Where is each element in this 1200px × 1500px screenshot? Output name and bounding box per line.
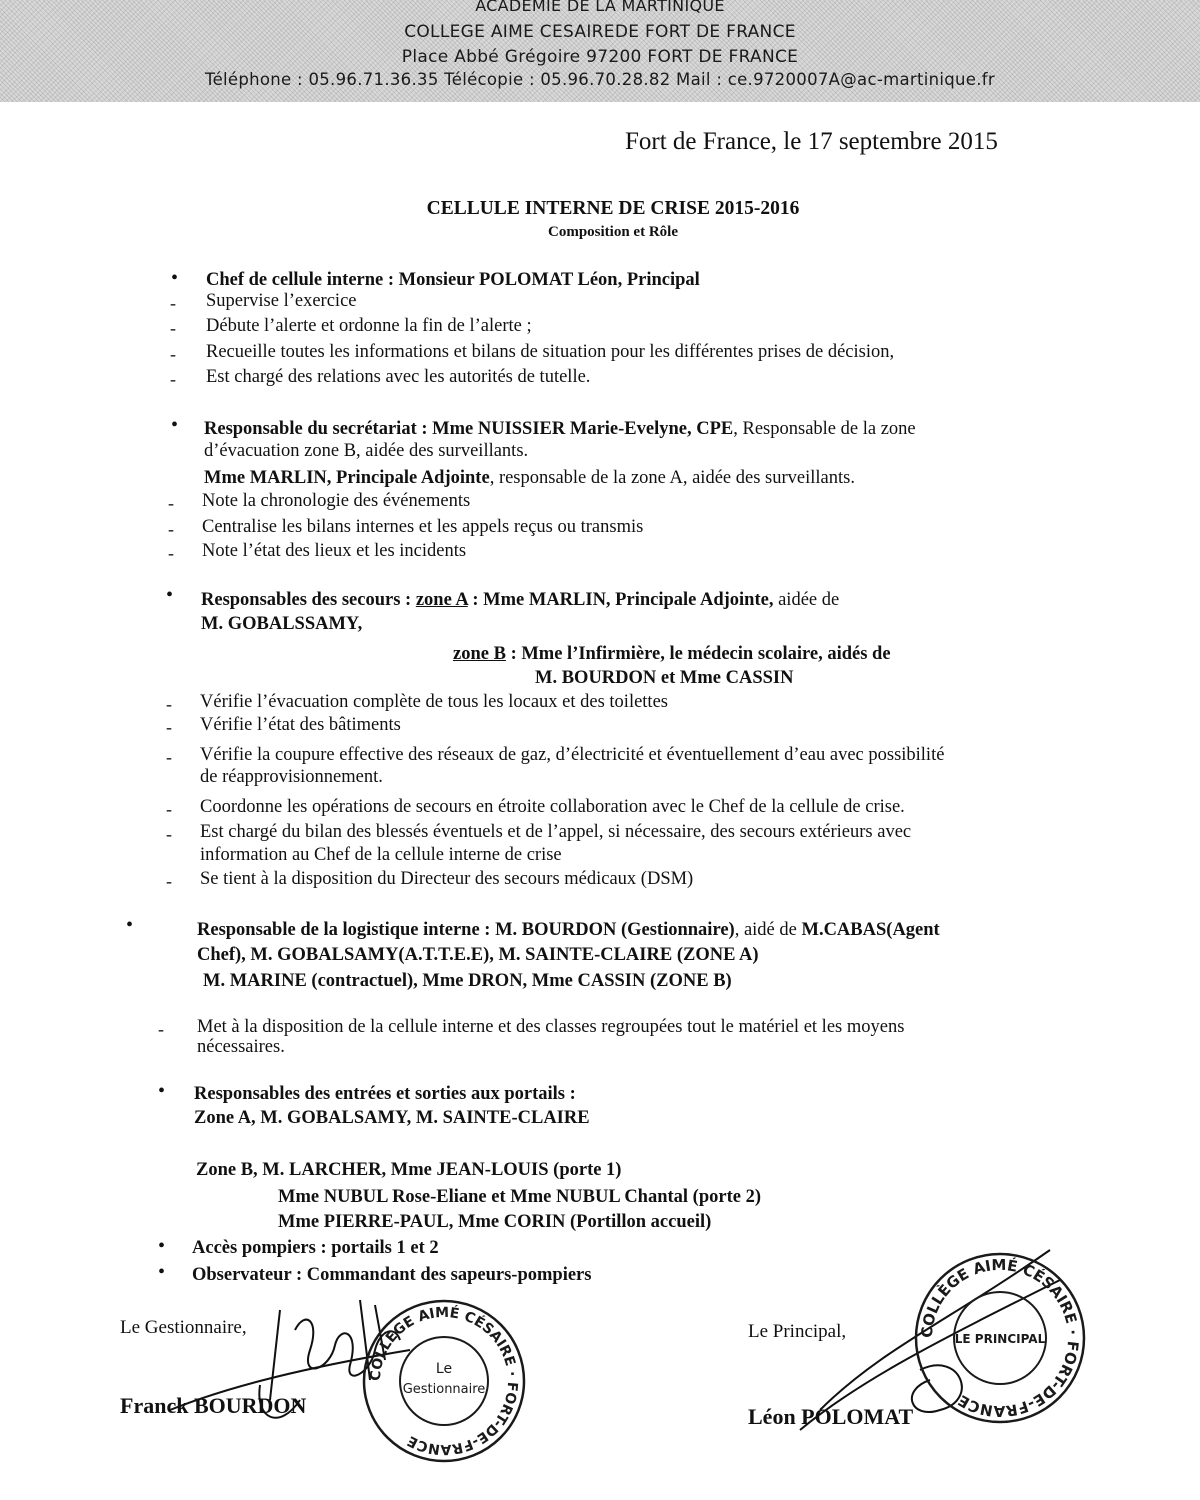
secours-line-2: M. GOBALSSAMY,: [201, 614, 363, 634]
dash-icon: -: [168, 519, 174, 539]
list-item: Met à la disposition de la cellule interne et des classes regroupées tout le matériel et les moyens: [197, 1017, 905, 1037]
list-item: Vérifie la coupure effective des réseaux de gaz, d’électricité et éventuellement d’eau avec possibilité: [200, 745, 945, 765]
logistique-lead-mid: , aidé de: [734, 920, 802, 940]
list-item: Centralise les bilans internes et les appels reçus ou transmis: [202, 517, 644, 537]
list-item: Vérifie l’évacuation complète de tous les locaux et des toilettes: [200, 692, 668, 712]
svg-text:Gestionnaire: Gestionnaire: [402, 1382, 486, 1397]
list-item: Coordonne les opérations de secours en étroite collaboration avec le Chef de la cellule de crise.: [200, 797, 905, 817]
secretariat-lead: Responsable du secrétariat : Mme NUISSIER Marie-Evelyne, CPE: [204, 419, 734, 439]
gestionnaire-name: Franck BOURDON: [120, 1393, 307, 1418]
bullet-icon: •: [158, 1235, 166, 1257]
bullet-icon: •: [158, 1261, 166, 1283]
dash-icon: -: [166, 824, 172, 844]
bullet-icon: •: [126, 914, 134, 936]
dash-icon: -: [166, 747, 172, 767]
list-item: de réapprovisionnement.: [200, 767, 383, 787]
principal-stamp: [910, 1248, 1090, 1428]
dash-icon: -: [170, 318, 176, 338]
document-title: CELLULE INTERNE DE CRISE 2015-2016: [426, 198, 800, 219]
dash-icon: -: [166, 717, 172, 737]
gestionnaire-label: Le Gestionnaire,: [120, 1317, 247, 1338]
bullet-icon: •: [171, 414, 179, 436]
secours-zone-a-lead: : Mme MARLIN, Principale Adjointe,: [467, 590, 774, 610]
secretariat-deputy: Mme MARLIN, Principale Adjointe: [204, 468, 490, 488]
letterhead-contacts: Téléphone : 05.96.71.36.35 Télécopie : 05.96.70.28.82 Mail : ce.9720007A@ac-martinique.fr: [205, 70, 995, 89]
portails-zone-a: Zone A, M. GOBALSAMY, M. SAINTE-CLAIRE: [194, 1108, 590, 1128]
document-subtitle: Composition et Rôle: [548, 224, 678, 240]
list-item: Débute l’alerte et ordonne la fin de l’alerte ;: [206, 316, 532, 336]
bullet-icon: •: [158, 1080, 166, 1102]
principal-name: Léon POLOMAT: [748, 1404, 914, 1429]
letterhead-address: Place Abbé Grégoire 97200 FORT DE FRANCE: [401, 47, 799, 67]
secretariat-line-3: [204, 467, 855, 489]
observateur: Observateur : Commandant des sapeurs-pompiers: [192, 1265, 592, 1285]
secretariat-line-2: d’évacuation zone B, aidée des surveillants.: [204, 441, 529, 461]
svg-text:Le: Le: [435, 1361, 453, 1377]
list-item: information au Chef de la cellule interne de crise: [200, 845, 562, 865]
dash-icon: -: [166, 871, 172, 891]
logistique-lead: Responsable de la logistique interne : M. BOURDON (Gestionnaire): [197, 920, 735, 940]
secours-lead: Responsables des secours :: [201, 590, 416, 610]
list-item: nécessaires.: [197, 1037, 285, 1057]
dash-icon: -: [170, 369, 176, 389]
secours-zone-a: zone A: [415, 590, 468, 610]
secours-zone-b: zone B: [453, 644, 506, 664]
dash-icon: -: [168, 493, 174, 513]
list-item: Se tient à la disposition du Directeur des secours médicaux (DSM): [200, 869, 694, 889]
logistique-lead-end: M.CABAS(Agent: [801, 920, 940, 940]
dash-icon: -: [166, 799, 172, 819]
dash-icon: -: [168, 543, 174, 563]
portails-zone-b: Zone B, M. LARCHER, Mme JEAN-LOUIS (porte 1): [196, 1160, 622, 1180]
portails-porte-2: Mme NUBUL Rose-Eliane et Mme NUBUL Chantal (porte 2): [278, 1187, 761, 1207]
list-item: Recueille toutes les informations et bilans de situation pour les différentes prises de décision,: [206, 342, 895, 362]
logistique-line-2: Chef), M. GOBALSAMY(A.T.T.E.E), M. SAINTE-CLAIRE (ZONE A): [197, 945, 759, 965]
secours-zone-b-rest: : Mme l’Infirmière, le médecin scolaire, aidés de: [505, 644, 891, 664]
list-item: Vérifie l’état des bâtiments: [200, 715, 401, 735]
letterhead-band: [0, 0, 1200, 102]
secours-line-3: [453, 643, 891, 665]
dash-icon: -: [170, 293, 176, 313]
secours-line-4: M. BOURDON et Mme CASSIN: [535, 668, 794, 688]
list-item: Note la chronologie des événements: [202, 491, 471, 511]
svg-text:COLLÈGE AIMÉ CÉSAIRE · FORT-DE: COLLÈGE AIMÉ CÉSAIRE · FORT-DE-FRANCE: [367, 1304, 521, 1458]
bullet-icon: •: [166, 584, 174, 606]
letterhead-school: COLLEGE AIME CESAIREDE FORT DE FRANCE: [404, 22, 796, 42]
list-item: Est chargé du bilan des blessés éventuels et de l’appel, si nécessaire, des secours extérieurs avec: [200, 822, 912, 842]
section-head-secretariat: [204, 418, 916, 440]
section-head-logistique: [197, 919, 940, 941]
list-item: Note l’état des lieux et les incidents: [202, 541, 467, 561]
secretariat-deputy-rest: , responsable de la zone A, aidée des surveillants.: [489, 468, 855, 488]
letterhead-academy: ACADEMIE DE LA MARTINIQUE: [475, 0, 725, 15]
gestionnaire-stamp: [358, 1295, 530, 1467]
section-head-portails: Responsables des entrées et sorties aux portails :: [194, 1084, 576, 1104]
dash-icon: -: [170, 344, 176, 364]
dash-icon: -: [158, 1019, 164, 1039]
svg-text:LE PRINCIPAL: LE PRINCIPAL: [954, 1332, 1046, 1346]
list-item: Est chargé des relations avec les autorités de tutelle.: [206, 367, 591, 387]
principal-label: Le Principal,: [748, 1321, 847, 1342]
secretariat-lead-rest: , Responsable de la zone: [733, 419, 916, 439]
document-date: Fort de France, le 17 septembre 2015: [625, 128, 998, 155]
section-head-chef: Chef de cellule interne : Monsieur POLOMAT Léon, Principal: [206, 270, 700, 290]
list-item: Supervise l’exercice: [206, 291, 357, 311]
secours-zone-a-rest: aidée de: [773, 590, 840, 610]
logistique-line-3: M. MARINE (contractuel), Mme DRON, Mme CASSIN (ZONE B): [203, 971, 732, 991]
acces-pompiers: Accès pompiers : portails 1 et 2: [192, 1238, 439, 1258]
portails-portillon: Mme PIERRE-PAUL, Mme CORIN (Portillon accueil): [278, 1212, 712, 1232]
svg-text:COLLÈGE AIMÉ CÉSAIRE · FORT-DE: COLLÈGE AIMÉ CÉSAIRE · FORT-DE-FRANCE: [917, 1255, 1083, 1421]
section-head-secours: [201, 589, 839, 611]
bullet-icon: •: [171, 267, 179, 289]
dash-icon: -: [166, 694, 172, 714]
